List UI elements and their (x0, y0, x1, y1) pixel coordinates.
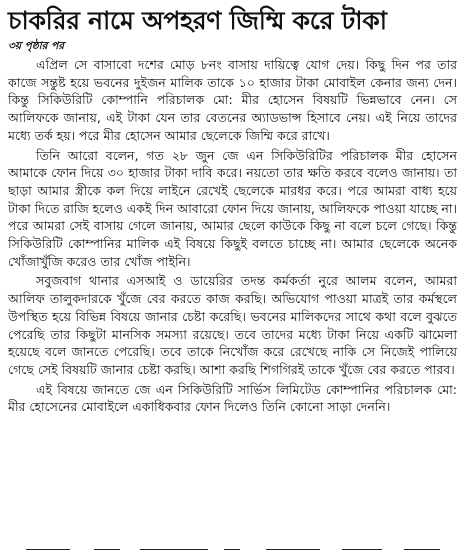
continued-from-label: ৩য় পৃষ্ঠার পর (8, 40, 65, 52)
article-paragraph: সবুজবাগ থানার এসআই ও ডায়েরির তদন্ত কর্মকর্তা নুরে আলম বলেন, আমরা আলিফ তালুকদারকে খুঁজে বের করতে কাজ করছি। অভিযোগ পাওয়া মাত্রই তার কর্মস্থলে উপস্থিত হয়ে বিভিন্ন বিষয়ে জানার চেষ্টা করেছি। ভবনের মালিকদের সাথে কথা বলে বুঝতে পেরেছি তার কিছুটা মানসিক সমস্যা রয়েছে। তবে তাদের মধ্যে টাকা নিয়ে একটি ঝামেলা হয়েছে বলে জানতে পেরেছি। তবে তাকে নিখোঁজ করে রেখেছে নাকি সে নিজেই পালিয়ে গেছে সেই বিষয়টি জানার চেষ্টা করছি। আশা করছি শিগগিরই তাকে খুঁজে বের করতে পারব। (8, 273, 457, 377)
cut-off-text-fragments (8, 543, 457, 550)
article-paragraph: এই বিষয়ে জানতে জে এন সিকিউরিটি সার্ভিস লিমিটেড কোম্পানির পরিচালক মো: মীর হোসেনের মোবাইলে একাধিকবার ফোন দিলেও তিনি কোনো সাড়া দেননি। (8, 381, 457, 415)
cut-off-next-headline (8, 543, 457, 550)
article-paragraph: তিনি আরো বলেন, গত ২৮ জুন জে এন সিকিউরিটির পরিচালক মীর হোসেন আমাকে ফোন দিয়ে ৩০ হাজার টাকা দাবি করে। নয়তো তার ক্ষতি করবে বলেও জানায়। তা ছাড়া আমার স্ত্রীকে কল দিয়ে লাইনে রেখেই ছেলেকে মারধর করে। পরে আমরা বাধ্য হয়ে টাকা দিতে রাজি হলেও একই দিন আবারো ফোন দিয়ে জানায়, আলিফকে পাওয়া যাচ্ছে না। পরে আমরা সেই বাসায় গেলে জানায়, আমার ছেলে কাউকে কিছু না বলে চলে গেছে। কিন্তু সিকিউরিটি কোম্পানির মালিক এই বিষয়ে কিছুই বলতে চাচ্ছে না। আমার ছেলেকে অনেক খোঁজাখুঁজি করেও তার খোঁজ পাইনি। (8, 147, 457, 269)
article-headline: চাকরির নামে অপহরণ জিম্মি করে টাকা (8, 6, 387, 35)
article-paragraph: এপ্রিল সে বাসাবো দশের মোড় ৮নং বাসায় দায়িত্বে যোগ দেয়। কিছু দিন পর তার কাজে সন্তুষ্ট হয়ে ভবনের দুইজন মালিক তাকে ১০ হাজার টাকা মোবাইল কেনার জন্য দেন। কিন্তু সিকিউরিটি কোম্পানি পরিচালক মো: মীর হোসেন বিষয়টি ভিন্নভাবে নেন। সে আলিফকে জানায়, এই টাকা যেন তার বেতনের অ্যাডভান্স হিসাবে নেয়। এই নিয়ে তাদের মধ্যে তর্ক হয়। পরে মীর হোসেন আমার ছেলেকে জিম্মি করে রাখে। (8, 57, 457, 143)
